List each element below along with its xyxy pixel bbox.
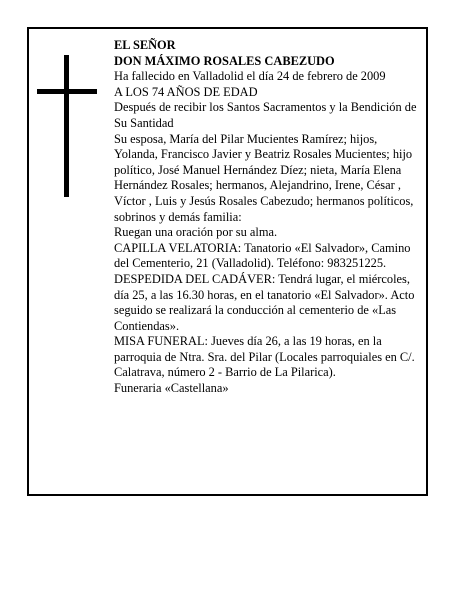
farewell-information: DESPEDIDA DEL CADÁVER: Tendrá lugar, el miércoles, día 25, a las 16.30 horas, en el tanatorio «El Salvador». Acto seguido se realizará la conducción al cementerio de «Las Contiendas». <box>114 271 415 333</box>
age-statement: A LOS 74 AÑOS DE EDAD <box>114 84 258 99</box>
cross-vertical-bar <box>64 55 69 197</box>
death-statement: Ha fallecido en Valladolid el día 24 de febrero de 2009 <box>114 69 386 84</box>
sacraments-statement: Después de recibir los Santos Sacramentos y la Bendición de Su Santidad <box>114 100 417 130</box>
cross-horizontal-bar <box>37 89 97 94</box>
funeral-home: Funeraria «Castellana» <box>114 381 229 396</box>
funeral-mass-information: MISA FUNERAL: Jueves día 26, a las 19 horas, en la parroquia de Ntra. Sra. del Pilar (Locales parroquiales en C/. Calatrava, número 2 - Barrio de La Pilarica). <box>114 334 415 380</box>
obituary-text <box>114 38 420 397</box>
chapel-information: CAPILLA VELATORIA: Tanatorio «El Salvador», Camino del Cementerio, 21 (Valladolid). Teléfono: 983251225. <box>114 240 411 271</box>
honorific-title: EL SEÑOR <box>114 38 176 52</box>
family-list: Su esposa, María del Pilar Mucientes Ramírez; hijos, Yolanda, Francisco Javier y Beatriz Rosales Mucientes; hijo político, José Manuel Hernández Díez; nieta, María Elena Hernández Rosales; hermanos, Alejandrino, Irene, César , Víctor , Luis y Jesús Rosales Cabezudo; hermanos políticos, sobrinos y demás familia: <box>114 131 414 224</box>
latin-cross-icon <box>37 55 97 197</box>
prayer-request: Ruegan una oración por su alma. <box>114 225 278 240</box>
deceased-name: DON MÁXIMO ROSALES CABEZUDO <box>114 53 335 68</box>
